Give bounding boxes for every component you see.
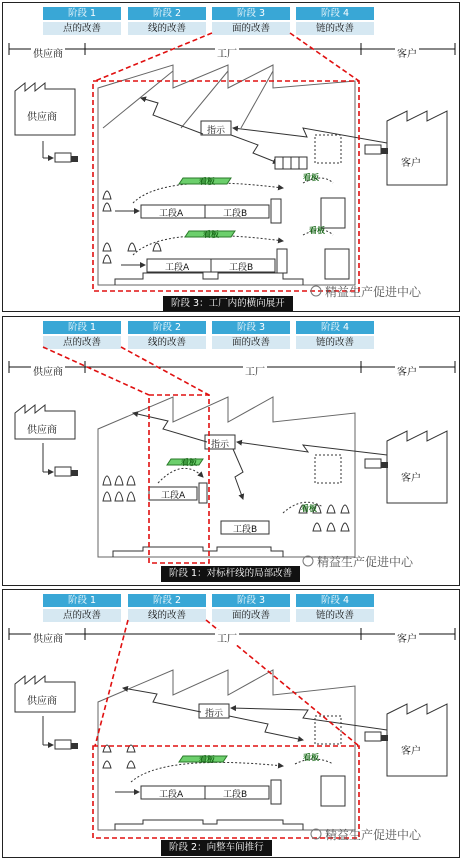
kanban-label: 看板 [303, 173, 319, 182]
stage-3-tab: 阶段 3 [212, 321, 290, 334]
customer-scope-label: 客户 [395, 363, 419, 378]
kanban-label: 看板 [309, 226, 325, 235]
stage-4-sub: 链的改善 [296, 336, 374, 349]
stage-1-sub: 点的改善 [43, 609, 121, 622]
stage-4-tab: 阶段 4 [296, 321, 374, 334]
kanban-label: 看板 [199, 755, 215, 764]
stage-2-sub: 线的改善 [128, 22, 206, 35]
supplier-label: 供应商 [27, 425, 57, 436]
customer-scope-label: 客户 [395, 630, 419, 645]
section-b-label: 工段B [223, 790, 248, 800]
supplier-label: 供应商 [27, 112, 57, 123]
kanban-label: 看板 [203, 230, 219, 239]
kanban-label: 看板 [303, 753, 319, 762]
factory-scope-label: 工厂 [243, 363, 267, 378]
stage-2-sub: 线的改善 [128, 609, 206, 622]
stage-3-sub: 面的改善 [212, 336, 290, 349]
kanban-label: 看板 [199, 177, 215, 186]
stage-2-sub: 线的改善 [128, 336, 206, 349]
stage-4-sub: 链的改善 [296, 22, 374, 35]
factory-scope-label: 工厂 [215, 630, 239, 645]
panel-1-caption: 阶段 3：工厂内的横向展开 [163, 296, 293, 312]
stage-2-tab: 阶段 2 [128, 594, 206, 607]
section-a-label: 工段A [161, 491, 186, 501]
panel-2-caption: 阶段 1：对标杆线的局部改善 [161, 566, 300, 582]
instruction-label: 指示 [207, 126, 226, 136]
stage-3-tab: 阶段 3 [212, 594, 290, 607]
stage-4-sub: 链的改善 [296, 609, 374, 622]
watermark: 精益生产促进中心 [317, 555, 414, 569]
stage-4-tab: 阶段 4 [296, 594, 374, 607]
stage-1-sub: 点的改善 [43, 22, 121, 35]
stage-2-tab: 阶段 2 [128, 321, 206, 334]
stage-3-sub: 面的改善 [212, 22, 290, 35]
panel-stage-2 [2, 589, 460, 858]
section-b-label: 工段B [229, 263, 254, 273]
stage-2-tab: 阶段 2 [128, 7, 206, 20]
stage-3-sub: 面的改善 [212, 609, 290, 622]
panel-3-caption: 阶段 2：向整车间推行 [161, 840, 272, 856]
panel-stage-3 [2, 2, 460, 312]
kanban-label: 看板 [181, 458, 197, 467]
stage-1-tab: 阶段 1 [43, 7, 121, 20]
section-b-label: 工段B [233, 525, 258, 535]
customer-label: 客户 [401, 746, 421, 757]
stage-4-tab: 阶段 4 [296, 7, 374, 20]
section-a-label: 工段A [159, 790, 184, 800]
customer-scope-label: 客户 [395, 45, 419, 60]
supplier-scope-label: 供应商 [31, 363, 65, 378]
watermark: 精益生产促进中心 [325, 285, 422, 299]
kanban-label: 看板 [301, 504, 317, 513]
section-b-label: 工段B [223, 209, 248, 219]
instruction-label: 指示 [205, 709, 224, 719]
panel-stage-1 [2, 316, 460, 586]
supplier-label: 供应商 [27, 696, 57, 707]
watermark: 精益生产促进中心 [325, 828, 422, 842]
customer-label: 客户 [401, 473, 421, 484]
stage-1-tab: 阶段 1 [43, 321, 121, 334]
factory-scope-label: 工厂 [215, 45, 239, 60]
stage-1-tab: 阶段 1 [43, 594, 121, 607]
supplier-scope-label: 供应商 [31, 630, 65, 645]
instruction-label: 指示 [211, 440, 230, 450]
panel-2-drawing [3, 317, 460, 586]
supplier-scope-label: 供应商 [31, 45, 65, 60]
section-a-label: 工段A [159, 209, 184, 219]
section-a-label: 工段A [165, 263, 190, 273]
customer-label: 客户 [401, 158, 421, 169]
stage-3-tab: 阶段 3 [212, 7, 290, 20]
stage-1-sub: 点的改善 [43, 336, 121, 349]
